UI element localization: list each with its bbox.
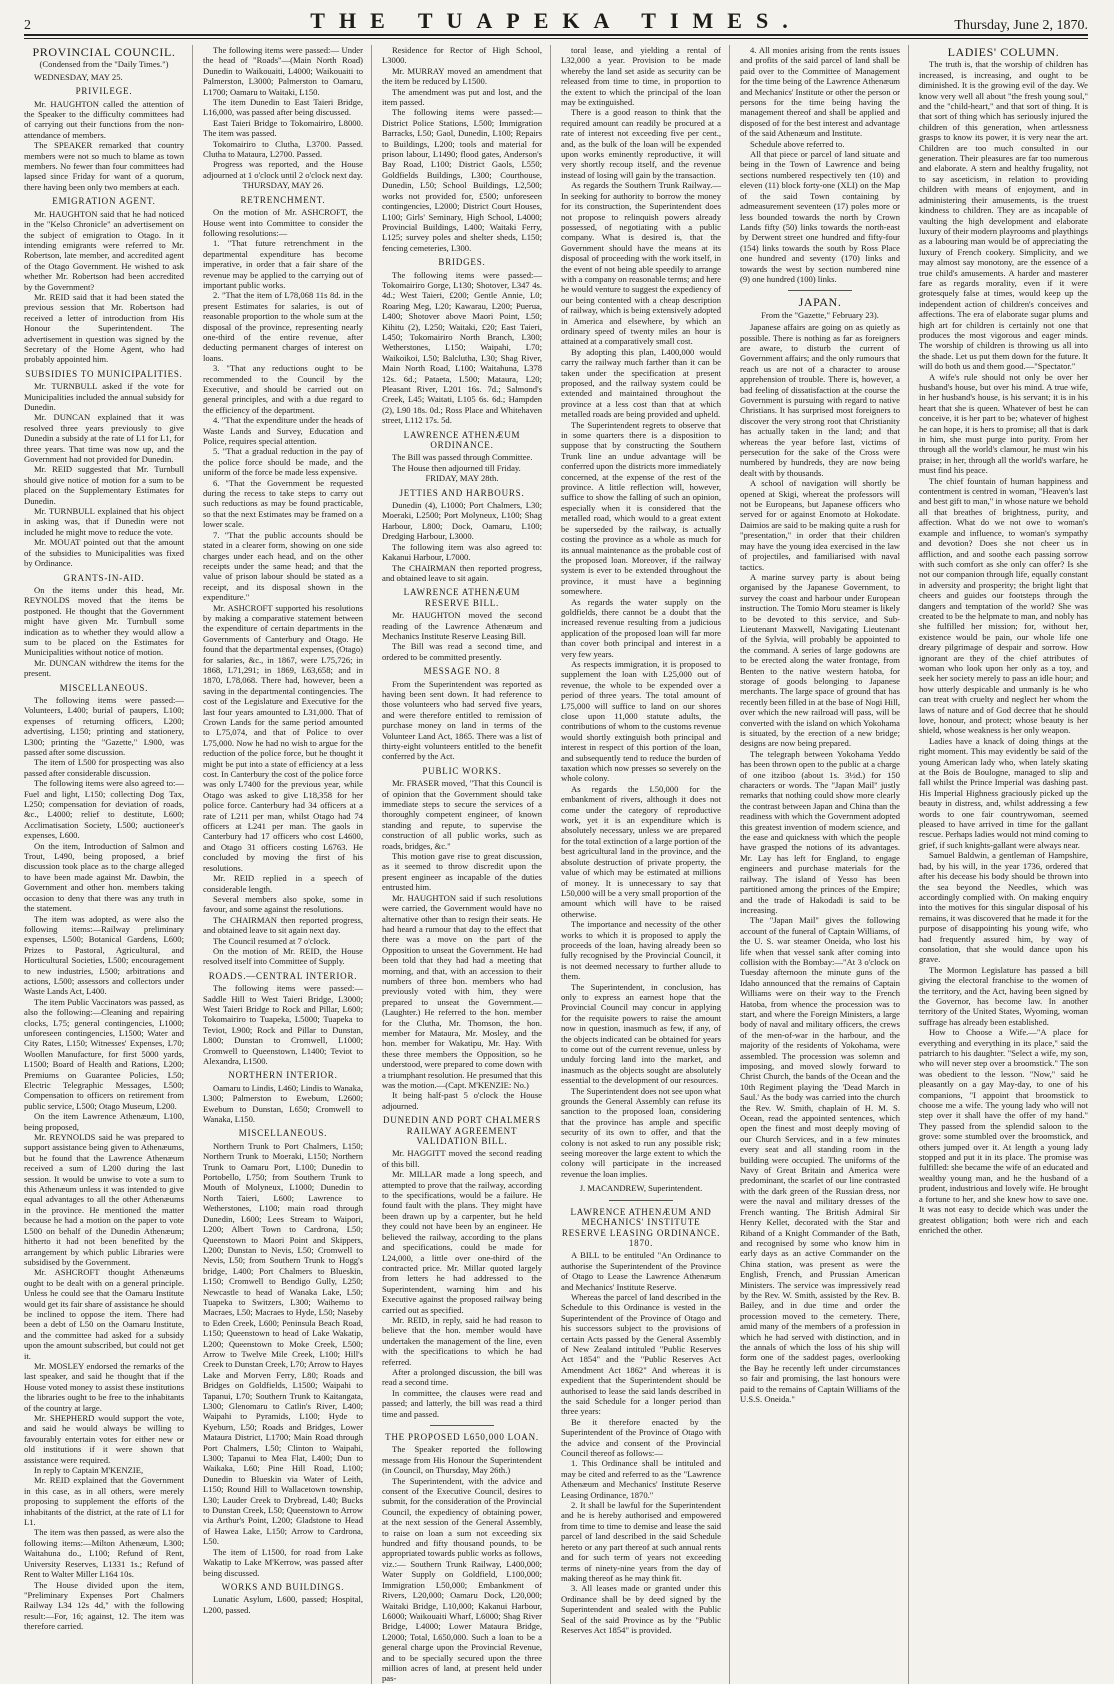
paragraph: The House divided upon the item, "Preliminary Expenses Port Chalmers Railway L34 12s 4d," with the following result:—For, 16; against, 12. The item was therefore carried. [24,1579,184,1632]
paragraph: The following items were passed:— District Police Stations, L500; Immigration Barracks, L50; Gaol, Dunedin, L100; Repairs to Buildings, L200; tools and material for prison labour, L1490; flood gates, Anderson's Bay Road, L100; District Gaols, L550; Goldfields Buildings, L300; Courthouse, Dunedin, L50; School Buildings, L2,500; works not provided for, £500; unforeseen contingencies, L2000; District Court Houses, L100; Girls' Seminary, High School, L4000; Provincial Buildings, L400; Waitaki Ferry, L125; survey poles and shelter sheds, L150; fencing cemeteries, L300. [382,107,542,253]
paragraph: Mr. REID replied in a speech of considerable length. [203,873,363,894]
signature: J. MACANDREW, Superintendent. [579,1183,703,1194]
paragraph: Several members also spoke, some in favour, and some against the resolutions. [203,893,363,915]
paragraph: 4. All monies arising from the rents issues and profits of the said parcel of land shall be paid over to the Committee of Management for the time being of the Lawrence Athenæum and Mechanics' Institute or other the person or persons for the time being having the management thereof and shall be applied and disposed of for the best interest and advantage of the said Athenæum and Institute. [740,45,900,139]
paragraph: On the motion of Mr. REID, the House resolved itself into Committee of Supply. [203,945,363,967]
section-heading: NORTHERN INTERIOR. [228,1070,338,1081]
paragraph: toral lease, and yielding a rental of L32,000 a year. Provision to be made whereby the land set aside as security can be released from time to time, in proportion to the extent to which the principal of the loan may be extinguished. [561,45,721,108]
section-heading: MESSAGE NO. 8 [423,666,501,677]
paragraph: Mr. REID, in reply, said he had reason to believe that the hon. member would have undertaken the management of the line, even with the specifications to which he had referred. [382,1314,542,1367]
dateline: FRIDAY, MAY 28th. [425,473,499,484]
paragraph: A marine survey party is about being organised by the Japanese Government, to survey the coast and harbour under European instruction. The Tomio Moru steamer is likely to be devoted to this service, and Sub-Lieutenant Maxwell, Navigating Lieutenant of the Sylvia, will probably be appointed to the command. A series of large godowns are to be erected along the water frontage, from Benten to the native western hatoba, for storage of goods belonging to Japanese merchants. The large space of ground that has recently been filled in at the base of Nogi Hill, over which the new railroad will pass, will be converted with the island on which Yokohama is situated, by the erection of a new bridge; designs are now being prepared. [740,571,900,749]
paragraph: Be it therefore enacted by the Superintendent of the Province of Otago with the advice and consent of the Provincial Council thereof as follows:— [561,1416,721,1459]
paragraph: Residence for Rector of High School, L3000. [382,45,542,66]
paragraph: Tokomairiro to Clutha, L3700. Passed. Clutha to Mataura, L2700. Passed. [203,138,363,160]
paragraph: The Superintendent does not see upon what grounds the General Assembly can refuse its sanction to the proposed loan, considering that the province has ample and specific security of its own to offer, and that the colony is not asked to run any possible risk; seeing moreover the large extent to which the colony will participate in the increased revenue the loan implies. [561,1085,721,1179]
paragraph: A school of navigation will shortly be opened at Skigi, whereat the professors will not be Europeans, but Japanese officers who served for or against Enomoto at Hokodate. Daimios are said to be making quite a rush for "presentation," in order that their children may have the young idea exercised in the law of projectiles, and familiarised with naval tactics. [740,478,900,572]
section-heading: LAWRENCE ATHENÆUM RESERVE BILL. [403,587,521,608]
section-heading: LAWRENCE ATHENÆUM ORDINANCE. [403,429,521,451]
paragraph: On the motion of Mr. ASHCROFT, the House went into Committee to consider the following resolutions:— [203,207,363,238]
section-heading: BRIDGES. [438,257,486,268]
paragraph: The chief fountain of human happiness and contentment is centred in woman, "Heaven's last and best gift to man," in whose nature we behold all that breathes of brightness, purity, and affection. What do we not owe to woman's example and influence, to woman's sympathy and devotion? Does she not cheer us in affliction, and and soothe each passing sorrow with such comfort as she only can offer? Is she not our companion through life, equally constant in adversity and prosperity; the bright light that cheers and guides our footsteps through the dangers and temptation of the world? She was created to be the helpmate to man, and nobly has she fulfilled her mission; for, without her, existence would be pain, our whole life one dreary pilgrimage of despair and sorrow. How ignorant are they of the chief attributes of woman who look upon her only as a toy, and seek her society merely to pass an idle hour; and how utterly despicable and unmanly is he who can treat with cruelty and neglect her whom the laws of nature and of God decree that he should love, honour, and protect; whose beauty is her shield, whose weakness is her only weapon. [919,475,1088,736]
paragraph: The importance and necessity of the other works to which it is proposed to apply the proceeds of the loan, having already been so fully recognised by the Provincial Council, it is not deemed necessary to further allude to them. [561,919,721,982]
issue-date: Thursday, June 2, 1870. [954,18,1088,33]
paragraph: Mr. MOUAT pointed out that the amount of the subsidies to Municipalities was fixed by Ordinance. [24,537,184,569]
section-heading: PRIVILEGE. [75,86,133,97]
section-heading: DUNEDIN AND PORT CHALMERS RAILWAY AGREEMENT VALIDATION BILL. [382,1115,542,1147]
column-subheading: (Condensed from the "Daily Times.") [39,59,169,70]
paragraph: Mr. SHEPHERD would support the vote, and said he would always be willing to favourably entertain votes for either new or old institutions if it were shown that assistance were required. [24,1413,184,1465]
paragraph: 3. All leases made or granted under this Ordinance shall be by deed signed by the Superintendent and sealed with the Public Seal of the said Province as by the "Public Reserves Act 1854" is provided. [561,1583,721,1635]
paragraph: In reply to Captain M'KENZIE, [34,1465,144,1476]
loan-heading: THE PROPOSED L650,000 LOAN. [385,1432,539,1442]
paragraph: The following item was also agreed to: Kakanui Harbour, L7000. [382,541,542,563]
paragraph: Mr. HAGGITT moved the second reading of this bill. [382,1148,542,1169]
paragraph: Mr. REID explained that the Government in this case, as in all others, were merely proposing to supplement the efforts of the inhabitants of the district, at the rate of L1 for L1. [24,1475,184,1528]
paragraph: Mr. ASHCROFT supported his resolutions by making a comparative statement between the expenditure of certain departments in the Governments of Canterbury and Otago. He found that the departmental expenses, (Otago) for salaries, &c., in 1867, were L75,726; in 1868, L71,291; in 1869, L63,658; and in 1870, L78,068. There had, however, been a saving in the departmental contingencies. The cost of the Legislature and Executive for the last four years amounted to L31,000. That of Crown Lands for the same period amounted to L75,074, and that of Police to over L75,000. Now he had no wish to argue for the reduction of the police force, but he thought it might be put into a state of efficiency at a less cost. In Canterbury the cost of the police force was only L7400 for the previous year, while Otago was asked to give L18,358 for her police force. Canterbury had 34 officers at a rate of L211 per man, whilst Otago had 74 officers at L241 per man. The gaols in Canterbury had 17 officers who cost L4600, and Otago 31 officers costing L6763. He concluded by moving the first of his resolutions. [203,602,363,873]
paragraph: The Bill was read a second time, and ordered to be committed presently. [382,641,542,662]
section-divider [609,1200,673,1201]
paragraph: Samuel Baldwin, a gentleman of Hampshire, had, by his will, in the year 1736, ordered that after his decease his body should be thrown into the sea beyond the Needles, which was accordingly complied with. On making enquiry into the motives for this singular disposal of his remains, it was discovered that he made it for the purpose of disappointing his young wife, who had frequently assured him, by way of consolation, that she would dance upon his grave. [919,850,1088,965]
paragraph: The following items were passed:— Volunteers, L400; burial of paupers, L100; expenses of returning officers, L200; advertising, L150; printing and stationery, L300; printing the "Gazette," L900, was passed after some discussion. [24,694,184,757]
paragraph: 2. "That the item of L78,068 11s 8d. in the present Estimates for salaries, is out of reasonable proportion to the whole sum at the disposal of the province, representing nearly one-third of the entire revenue, after deducting permanent charges of interest on loans. [203,290,363,363]
ordinance-heading: LAWRENCE ATHENÆUM AND MECHANICS' INSTITUTE RESERVE LEASING ORDINANCE. 1870. [561,1206,721,1248]
paragraph: This motion gave rise to great discussion, as it seemed to throw discredit upon the present engineer as incapable of the duties entrusted him. [382,851,542,893]
paragraph: The Bill was passed through Committee. [392,452,533,463]
paragraph: On the item Lawrence Athenæum, L100, being proposed, [24,1111,184,1132]
column-provincial-council [24,45,193,1684]
paragraph: 3. "That any reductions ought to be recommended to the Council by the Executive, and should be carried out on general principles, and with a due regard to the efficiency of the department. [203,363,363,415]
dateline: WEDNESDAY, MAY 25. [34,71,123,82]
section-heading: WORKS AND BUILDINGS. [221,1581,345,1592]
paragraph: 1. "That future retrenchment in the departmental expenditure has become imperative, in order that a fair share of the revenue may be applied to the carrying out of important public works. [203,238,363,290]
paragraph: Mr. MILLAR made a long speech, and attempted to prove that the railway, according to the specifications, would be a failure. He found fault with the plans. They might have been drawn up by a carpenter, but he held they could not have been by an engineer. He believed the railway, according to the plans and specifications, could be made for L24,000, a little over one-third of the contracted price. Mr. Millar quoted largely from letters he had addressed to the Superintendent, warning him and his Executive against the proposed railway being carried out as specified. [382,1169,542,1315]
paragraph: The amendment was put and lost, and the item passed. [382,86,542,108]
paragraph: Mr. ASHCROFT thought Athenæums ought to be dealt with on a general principle. Unless he could see that the Oamaru Institute would get its fair share of assistance he should be inclined to oppose the item. There had been a debt of L50 on the Oamaru Institute, and the committee had asked for a subsidy upon the amount subscribed, but could not get it. [24,1267,184,1361]
column-heading: PROVINCIAL COUNCIL. [32,45,176,59]
paragraph: Mr. MURRAY moved an amendment that the item be reduced by L1500. [382,65,542,87]
paragraph: 5. "That a gradual reduction in the pay of the police force should be made, and the uniform of the force be made less expensive. [203,446,363,478]
section-heading: ROADS.—CENTRAL INTERIOR. [208,970,358,981]
paragraph: The item Public Vaccinators was passed, as also the following:—Cleaning and repairing clocks, L75; general contingencies, L1000; unforeseen contingencies, L1500; Water and City Rates, L150; Witnesses' Expenses, L70; Woollen Manufacture, for first 5000 yards, L1500; Board of Health and Rations, L200; Premiums on Guarantee Policies, L50; Electric Telegraphic Messages, L500; Compensation to officers on retirement from public service, L500; Otago Museum, L200. [24,996,184,1111]
paragraph: Mr. REID said that it had been stated the previous session that Mr. Robertson had received a letter of introduction from His Honour the Superintendent. The advertisement in question was signed by the Secretary of the Home Agent, who had probably appointed him. [24,291,184,365]
paragraph: Lunatic Asylum, L600, passed; Hospital, L200, passed. [203,1594,363,1615]
paragraph: 1. This Ordinance shall be intituled and may be cited and referred to as the "Lawrence Athenæum and Mechanics' Institute Reserve Leasing Ordinance, 1870." [561,1458,721,1500]
paragraph: The following items were also agreed to:—Fuel and light, L150; collecting Dog Tax, L250; compensation for deviation of roads, &c., L4000; relief to destitute, L600; Acclimatisation Society, L500; auctioneer's expenses, L600. [24,778,184,841]
paragraph: Mr. DUNCAN explained that it was resolved three years previously to give Dunedin a subsidy at the rate of L1 for L1, for three years. That time was now up, and the Government had not provided for Dunedin. [24,412,184,465]
section-heading: GRANTS-IN-AID. [63,572,145,583]
paragraph: How to Choose a Wife.—"A place for everything and everything in its place," said the patriarch to his daughter. "Select a wife, my son, who will never step over a broomstick." The son was obedient to the lesson. "Now," said he pleasantly on a gay May-day, to one of his companions, "I appoint that broomstick to choose me a wife. The young lady who will not step over it shall have the offer of my hand." They passed from the splendid saloon to the grove: some stumbled over the broomstick, and others jumped over it. At length a young lady stopped and put it in its place. The promise was fulfilled: she became the wife of an educated and wealthy young man, and he the husband of a prudent, industrious and lovely wife. He brought a fortune to her, and she knew how to save one. It was not easy to decide which was under the greatest obligation; both were rich and each enriched the other. [919,1027,1088,1235]
column-ladies [919,45,1088,1684]
paragraph: On the item, Introduction of Salmon and Trout, L490, being proposed, a brief discussion took place as to the charge alleged to have been made against Mr. Dawbin, the Government and other hon. members taking occasion to deny that there was any truth in the statement. [24,840,184,914]
column-friday-proceedings [382,45,551,1684]
paragraph: Progress was reported, and the House adjourned at 1 o'clock until 2 o'clock next day. [203,159,363,180]
paragraph: Mr. MOSLEY endorsed the remarks of the last speaker, and said he thought that if the House voted money to assist these institutions the libraries ought to be free to the inhabitants of the country at large. [24,1360,184,1413]
section-heading: MISCELLANEOUS. [238,1128,328,1139]
paragraph: The item of L1500, for road from Lake Wakatip to Lake M'Kerrow, was passed after being discussed. [203,1546,363,1578]
paragraph: Mr. REYNOLDS said he was prepared to support assistance being given to Athenæums, but he found that the Lawrence Athenæum received a sum of L200 during the last session. It would be unwise to vote a sum to this Athenæum unless it was intended to give equal advantages to all the other Athenæums in the province. He mentioned the matter because he had a motion on the paper to vote L500 on behalf of the Dunedin Athenæum; hitherto it had not been benefited by the arrangement by which public Libraries were subsidised by the Government. [24,1132,184,1267]
section-heading: SUBSIDIES TO MUNICIPALITIES. [25,368,183,379]
paragraph: Mr. DUNCAN withdrew the items for the present. [24,657,184,679]
paragraph: On the items under this head, Mr. REYNOLDS moved that the items be postponed. He thought that the Government might have given Mr. Turnbull some indication as to whether they would allow a sum to be placed on the Estimates for Municipalities without notice of motion. [24,584,184,658]
paragraph: All that piece or parcel of land situate and being in the Town of Lawrence and being sections numbered respectively ten (10) and eleven (11) block forty-one (XLI) on the Map of the said Town containing by admeasurement seventeen (17) poles more or less bounded towards the north by Crown Lands fifty (50) links towards the north-east by Derwent street one hundred and fifty-four (154) links towards the south by Ross Place one hundred and seventy (170) links and towards the west by section numbered nine (9) one hundred (100) links. [740,149,900,284]
paragraph: The truth is, that the worship of children has increased, is increasing, and ought to be diminished. It is the growing evil of the day. We know very well all about "the fresh young soul," and the "child-heart," and that sort of thing. It is that sort of thing which has seriously injured the children of this generation, when artlessness grasps to know its power, it is very near the art. Children are too much consulted in our generation. Their pleasures are far too numerous and elaborate. A stern and healthy frugality, not to say asceticism, in relation to providing children with means of enjoyment, and in administering their amusements, is the truest kindness to children. They are as incapable of vaulting the high development and elaborate luxury of their modern playrooms and playthings as a labouring man would be of appreciating the luxury of French cookery. Simplicity, and we may almost say monotony, are the essence of a true child's amusements. A harder and masterer fare as regards morality, even if it were grotesquely false at times, would keep up the independent action of children's conceives and affections. The era of elaborate sugar plums and high art for children is certainly not one that produces the most vigorous and eager minds. The worship of children is throwing us all into the shade. Let us put them down for the future. It will do both us and them good.—"Spectator." [919,59,1088,372]
paragraph: Mr. HAUGHTON called the attention of the Speaker to the difficulty committees had of carrying out their functions from the non-attendance of members. [24,98,184,140]
paragraph: As regards the Southern Trunk Railway.—In seeking for authority to borrow the money for its construction, the Superintendent does not propose to relinquish powers already possessed, of negotiating with a public company. What is desired is, that the Government should have the means at its disposal of proceeding with the work itself, in the event of not being able speedily to arrange with a company on reasonable terms; and here he would venture to suggest the expediency of our being contented with a cheap description of railway, which is being extensively adopted in America and elsewhere, by which an ordinary speed of twenty miles an hour is attained at a comparatively small cost. [561,180,721,347]
column-japan [740,45,909,1684]
paragraph: The Speaker reported the following message from His Honour the Superintendent (in Council, on Thursday, May 26th.) [382,1444,542,1476]
paragraph: Mr. HAUGHTON said if such resolutions were carried, the Government would have no alternative other than to resign their seats. He had heard a rumour that day to the effect that there was a move on the part of the Opposition to unseat the Government. He had been told that they had had a meeting that morning, and that, with an accession to their numbers of three hon. members who had previously voted with him, they were prepared to unseat the Government.—(Laughter.) He referred to the hon. member for the Clutha, Mr. Thomson, the hon. member for Mataura, Mr. Mosley, and the hon. member for Wakatipu, Mr. Hay. With these three members the Opposition, so he understood, were prepared to come down with a triumphant resolution. He presumed that this was the motion.—(Capt. M'KENZIE: No.) [382,892,542,1090]
paragraph: Dunedin (4), L1000; Port Chalmers, L30; Moeraki, L2500; Port Molyneux, L100; Shag Harbour, L800; Dock, Oamaru, L100; Dredging Harbour, L3000. [382,500,542,542]
paragraph: The "Japan Mail" gives the following account of the funeral of Captain Williams, of the U. S. war steamer Oneida, who lost his life when that vessel sank after coming into collision with the Bombay:—"At 3 o'clock on Tuesday afternoon the minute guns of the Idaho announced that the remains of Captain Williams were on their way to the French Hatoba, from whence the procession was to start, and where the Foreign Ministers, a large body of naval and military officers, the crews of the men-of-war in the harbour, and the majority of the residents of Yokohama, were assembled. The procession was solemn and imposing, and moved slowly forward to Christ Church, the bands of the Ocean and the 10th Regiment playing the 'Dead March in Saul.' As the body was carried into the church the Rev. W. Smith, chaplain of H. M. S. Ocean, read the appointed sentences, which open the finest and most deeply moving of our Church Services, and in a few minutes every seat and all standing room in the building were occupied. The uniforms of the Navy of Great Britain and America were predominant, the scarlet of our line contrasted with the dark green of the Russian dress, nor were the naval and military dresses of the French wanting. The British Admiral Sir Henry Kellet, decorated with the Star and Riband of a Knight Commander of the Bath, and recognised by some who know him in early days as an active Commander on the China station, was present as were the English, French, and Prussian American Ministers. The service was impressively read by the Rev. W. Smith, assisted by the Rev. B. Bailey, and in due time and order the procession moved to the cemetery. There, amid many of the members of a profession in which he had served with distinction, and in the annals of which the loss of his ship will form one of the saddest pages, overlooking the Bay he recently left under circumstances so fair and promising, the last honours were paid to the remains of Captain Williams of the U.S.S. Oneida." [740,915,900,1404]
paragraph: The CHAIRMAN then reported progress, and obtained leave to sit again. [382,562,542,583]
paragraph: Mr. TURNBULL asked if the vote for Municipalities included the annual subsidy for Dunedin. [24,381,184,412]
section-heading: MISCELLANEOUS. [59,682,149,693]
paragraph: The item of L500 for prospecting was also passed after considerable discussion. [24,757,184,778]
paragraph: The Superintendent regrets to observe that in some quarters there is a disposition to suppose that by constructing the Southern Trunk line an undue advantage will be conferred upon the districts more immediately concerned, at the expense of the rest of the province. A little reflection will, however, suffice to show the falling of such an opinion, especially when it is considered that the metalled road, which would to a great extent be superseded by the railway, is actually costing the province as a whole as much for its annual maintenance as the probable cost of the proposed loan. Moreover, if the railway system is ever to be extended throughout the province, it must have a beginning somewhere. [561,419,721,597]
section-divider [788,290,852,291]
paragraph: The CHAIRMAN then reported progress, and obtained leave to sit again next day. [203,914,363,936]
paragraph: Mr. FRASER moved, "That this Council is of opinion that the Government should take immediate steps to secure the services of a thoroughly competent engineer, of known standing and repute, to supervise the construction of all public works, such as roads, bridges, &c." [382,778,542,851]
paragraph: The Superintendent, with the advice and consent of the Executive Council, desires to submit, for the consideration of the Provincial Council, the expediency of obtaining power, at the next session of the General Assembly, to raise on loan a sum not exceeding six hundred and fifty thousand pounds, to be appropriated towards public works as follows, viz.:— Southern Trunk Railway, L400,000; Water Supply on Goldfield, L100,000; Immigration L50,000; Embankment of Rivers, L20,000; Oamaru Dock, L20,000; Waitaki Bridge, L10,000; Kakanui Harbour, L6000; Waikouaiti Wharf, L6000; Shag River Bridge, L4000; Lower Mataura Bridge, L2000; Total, L650,000. Such a loan to be a general charge upon the Provincial Revenue, and to be specially secured upon the three million acres of land, at present held under pas- [382,1475,542,1684]
paragraph: The following items were passed:— Under the head of "Roads"—(Main North Road) Dunedin to Waikouaiti, L4000; Waikouaiti to Palmerston, L3000; Palmerston to Oamaru, L1700; Oamaru to Waitaki, L150. [203,45,363,97]
paragraph: As respects immigration, it is proposed to supplement the loan with L25,000 out of revenue, the whole to be expended over a period of three years. The total amount of L75,000 will suffice to land on our shores close upon 11,000 statute adults, the contributions of whom to the customs revenue would shortly extinguish both principal and interest in respect of this portion of the loan, and subsequently tend to reduce the burden of taxation which now presses so severely on the whole colony. [561,658,721,784]
paragraph: Northern Trunk to Port Chalmers, L150; Northern Trunk to Moeraki, L150; Northern Trunk to Oamaru Port, L100; Dunedin to Portobello, L750; from Southern Trunk to Mouth of Molyneux, L1000; Dunedin to North Taieri, L600; Lawrence to Wetherstones, L100; main road through Dunedin, L600; Lees Stream to Waipori, L200; Albert Town to Cardrona, L50; Queenstown to Maori Point and Skippers, L200; Dunstan to Nevis, L50; Cromwell to Nevis, L50; from Southern Trunk to Hogg's bridge, L400; Port Chalmers to Blueskin, L150; Cromwell to Bendigo Gully, L250; Newcastle to head of Wanaka Lake, L50; Tuapeka to Switzers, L300; Waihemo to Macraes, L50; Macraes to Hyde, L50; Naseby to Eden Creek, L600; Peninsula Beach Road, L150; Queenstown to head of Lake Wakatip, L200; Queenstown to Moke Creek, L500; Arrow to Twelve Mile Creek, L100; Hill's Creek to Dunstan Creek, L70; Arrow to Hayes Lake and Morven Ferry, L80; Roads and Bridges on Goldfields, L1500; Waipahi to Tapanui, L70; Southern Trunk to Kaitangata, L300; Glenomaru to Catlin's River, L400; Waipahi to Pyramids, L100; Hyde to Kyeburn, L50; Roads and Bridges, Lower Mataura District, L1700; Main Road through Port Chalmers, L50; Clinton to Waipahi, L300; Tapanui to Mea Flat, L400; Dun to Waikaka, L60; Pine Hill Road, L100; Dunedin to Blueskin via Water of Leith, L150; Round Hill to Wallacetown township, L30; Lauder Creek to Drybread, L40; Bucks to Dunstan Creek, L50; Queenstown to Arrow via Arthur's Point, L200; Gladstone to Head of Hawea Lake, L150; Arrow to Cardrona, L50. [203,1140,363,1547]
paragraph: Whereas the parcel of land described in the Schedule to this Ordinance is vested in the Superintendent of the Province of Otago and his successors subject to the provisions of certain Acts passed by the General Assembly of New Zealand intituled "Public Reserves Act 1854" and the "Public Reserves Act Amendment Act 1862" And whereas it is expedient that the Superintendent should be authorised to lease the said lands described in the said Schedule for a longer period than three years: [561,1291,721,1417]
page-number: 2 [24,18,31,33]
paragraph: After a prolonged discussion, the bill was read a second time. [382,1366,542,1388]
dateline: THURSDAY, MAY 26. [242,180,324,191]
paragraph: 6. "That the Government be requested during the recess to take steps to carry out such reductions as may be found practicable, so that the next Estimates may be framed on a lower scale. [203,477,363,530]
section-heading: JETTIES AND HARBOURS. [399,487,525,498]
section-divider [430,1425,494,1426]
paragraph: The telegraph between Yokohama Yeddo has been thrown open to the public at a charge of one itziboo (about 1s. 3½d.) for 150 characters or words. The "Japan Mail" justly remarks that nothing could show more clearly the contrast between Japan and China than the readiness with which the Government adopted this greatest invention of modern science, and the ease and quickness with which the people have grasped the notions of its advantages. Mr. Lay has left for England, to engage engineers and purchase materials for the railway. The island of Yesso has been partitioned among the princes of the Empire; and the trade of Hakodadi is said to be increasing. [740,748,900,915]
paragraph: East Taieri Bridge to Tokomairiro, L8000. The item was passed. [203,117,363,139]
paragraph: The Council resumed at 7 o'clock. [213,935,331,946]
paragraph: Japanese affairs are going on as quietly as possible. There is nothing as far as foreigners are aware, to disturb the current of Government affairs; and the only rumours that reach us are not of a character to arouse apprehension of trouble. There is, however, a bad feeling of dissatisfaction at the course the Government is pursuing with regard to native Christians. It has surprised most foreigners to discover the very strong root that Christianity has actually taken in the land; and that whereas the year before last, victims of persecution for the sake of the Cross were numbered by hundreds, they are now being dealt with by thousands. [740,322,900,478]
section-heading: RETRENCHMENT. [240,194,326,205]
paragraph: Mr. REID suggested that Mr. Turnbull should give notice of motion for a sum to be placed on the Supplementary Estimates for Dunedin. [24,464,184,506]
paragraph: The Mormon Legislature has passed a bill giving the electoral franchise to the women of the territory, and the Act, having been signed by the Governor, has become law. In another territory of the United States, Wyoming, woman suffrage has already been established. [919,964,1088,1027]
masthead [24,8,1088,36]
newspaper-title: THE TUAPEKA TIMES. [310,8,802,33]
paragraph: Oamaru to Lindis, L460; Lindis to Wanaka, L300; Palmerston to Ewebum, L2600; Ewebum to Dunstan, L650; Cromwell to Wanaka, L150. [203,1082,363,1125]
paragraph: Mr. HAUGHTON said that he had noticed in the "Kelso Chronicle" an advertisement on the subject of emigration to Otago. In it intending emigrants were referred to Mr. Robertson, late member, and accredited agent of the Otago Government. He wished to ask whether Mr. Robertson had been accredited by the Government? [24,208,184,292]
section-heading: EMIGRATION AGENT. [52,196,156,207]
paragraph: 4. "That the expenditure under the heads of Waste Lands and Survey, Education and Police, requires special attention. [203,415,363,447]
paragraph: The Superintendent, in conclusion, has only to express an earnest hope that the Provincial Council may concur in applying for the requisite powers to raise the amount now in question, inasmuch as few, if any, of the objects indicated can be obtained for years to come out of the current revenue, unless by unduly forcing land into the market, and inasmuch as the objects sought are absolutely essential to the development of our resources. [561,981,721,1086]
paragraph: The following items were passed:— Tokomairiro Gorge, L130; Shotover, L347 4s. 4d.; West Taieri, £200; Gentle Annie, L0; Roaring Meg, L20; Kawarau, L200; Puerua, L400; Shotover above Maori Point, L50; Kihitu (2), L250; Waitaki, £20; East Taieri, L450; Tokomairiro North Branch, L300; Wetherstones, L150; Waipahi, L70; Waikoikoi, L50; Balclutha, L30; Shag River, Main North Road, L100; Waitahuna, L378 12s. 6d.; Pataeta, L500; Mataura, L20; Pleasant River, L201 16s. 7d.; Salmond's Creek, L45; Waitati, L105 6s. 6d.; Hampden (2), L90 18s. 0d.; Ross Place and Whitehaven street, L112 17s. 5d. [382,269,542,426]
paragraph: A BILL to be entituled "An Ordinance to authorise the Superintendent of the Province of Otago to Lease the Lawrence Athenæum and Mechanics' Institute Reserve. [561,1250,721,1292]
column-thursday-proceedings [203,45,372,1684]
paragraph: By adopting this plan, L400,000 would carry the railway much farther than it can be taken under the specification at present proposed, and the railway system could be extended and maintained throughout the province at a less cost than that at which metalled roads are being provided and upheld. [561,346,721,420]
section-heading: PUBLIC WORKS. [422,765,502,776]
paragraph: As regards the L50,000 for the embankment of rivers, although it does not come under the category of reproductive work, yet it is an expenditure which is absolutely necessary, unless we are prepared for the total extinction of a large portion of the best agricultural land in the province, and the absolute destruction of private property, the value of which may be estimated at millions of money. It is unnecessary to say that L50,000 will be a very small proportion of the amount which will have to be raised otherwise. [561,783,721,919]
columns [24,45,1088,1684]
japan-heading: JAPAN. [798,295,842,310]
paragraph: Ladies have a knack of doing things at the right moment. This may evidently be said of the young American lady who, when lately skating at the Bois de Boulogne, managed to slip and fall whilst the Prince Imperial was dashing past. His Imperial Highness graciously picked up the beauty in distress, and, whilst addressing a few words to one fair countrywoman, seemed pleased to have arrived in time for the gallant rescue. Perhaps ladies would not mind coming to grief, if such knights-gallant were always near. [919,735,1088,850]
japan-source: From the "Gazette," February 23). [761,309,879,320]
paragraph: Schedule above referred to. [750,138,845,149]
paragraph: As regards the water supply on the goldfields, there cannot be a doubt that the increased revenue resulting from a judicious application of the proposed loan will far more than cover both principal and interest in a very few years. [561,596,721,659]
paragraph: 7. "That the public accounts should be stated in a clearer form, showing on one side charges under each head, and on the other receipts under the same head; and that the value of prison labour should be stated as a receipt, and its disposal shown in the expenditure." [203,529,363,603]
paragraph: The item Dunedin to East Taieri Bridge, L16,000, was passed after being discussed. [203,97,363,118]
paragraph: The item was then passed, as were also the following items:—Milton Athenæum, L300; Waitahuna do., L100; Refund of Rent, University Reserves, L1331 1s.; Refund of Rent to Walter Miller L164 10s. [24,1527,184,1580]
paragraph: There is a good reason to think that the required amount can readily be procured at a rate of interest not exceeding five per cent., and, as the bulk of the loan will be expended upon works eminently reproductive, it will very shortly recoup itself, and the revenue instead of losing will gain by the transaction. [561,107,721,180]
paragraph: The SPEAKER remarked that country members were not so much to blame as town members. No fewer than four committees had lapsed since Friday for want of a quorum, there having been only two members at each. [24,140,184,192]
paragraph: 2. It shall be lawful for the Superintendent and he is hereby authorised and empowered from time to time to demise and lease the said parcel of land described in the said Schedule hereto or any part thereof at such annual rents and for such term of years not exceeding terms of ninety-nine years from the day of making thereof as he may think fit. [561,1500,721,1583]
paragraph: The following items were passed:— Saddle Hill to West Taieri Bridge, L3000; West Taieri Bridge to Rock and Pillar, L600; Tokomairiro to Tuapeka, L5000; Tuapeka to Teviot, L900; Rock and Pillar to Dunstan, L800; Dunstan to Cromwell, L1000; Cromwell to Queenstown, L1400; Teviot to Alexandra, L1500. [203,983,363,1066]
masthead-rule [24,38,1088,39]
paragraph: From the Superintendent was reported as having been sent down. It had reference to those volunteers who had served five years, and were therefore entitled to remission of purchase money on land in terms of the Volunteer Land Act, 1865. There was a list of thirty-eight volunteers entitled to the benefit conferred by the Act. [382,678,542,762]
paragraph: Mr. TURNBULL explained that his object in asking was, that if Dunedin were not included he might move to reduce the vote. [24,506,184,537]
paragraph: The item was adopted, as were also the following items:—Railway preliminary expenses, L500; Botanical Gardens, L600; Prizes to Pastoral, Agricultural, and Horticultural Societies, L500; encouragement to new industries, L500; arbitrations and actions, L500; assessors and collectors under Waste Lands Act, L400. [24,913,184,997]
column-loan-ordinance [561,45,730,1684]
paragraph: The House then adjourned till Friday. [392,462,521,473]
column-heading: LADIES' COLUMN. [947,45,1060,59]
paragraph: In committee, the clauses were read and passed; and latterly, the bill was read a third time and passed. [382,1387,542,1419]
paragraph: Mr. HAUGHTON moved the second reading of the Lawrence Athenæum and Mechanics Institute Reserve Leasing Bill. [382,610,542,641]
paragraph: It being half-past 5 o'clock the House adjourned. [382,1090,542,1111]
paragraph: A wife's rule should not only be over her husband's house, but over his mind. A true wife, in her husband's house, is his servant; it is in his heart that she is queen. Whatever of best he can conceive, it is her part to be; whatever of highest he can hope, it is hers to promise; all that is dark in him, she must purge into purity. From her through all the world's clamour, he must win his praise; in her, through all the world's warfare, he must find his peace. [919,371,1088,476]
